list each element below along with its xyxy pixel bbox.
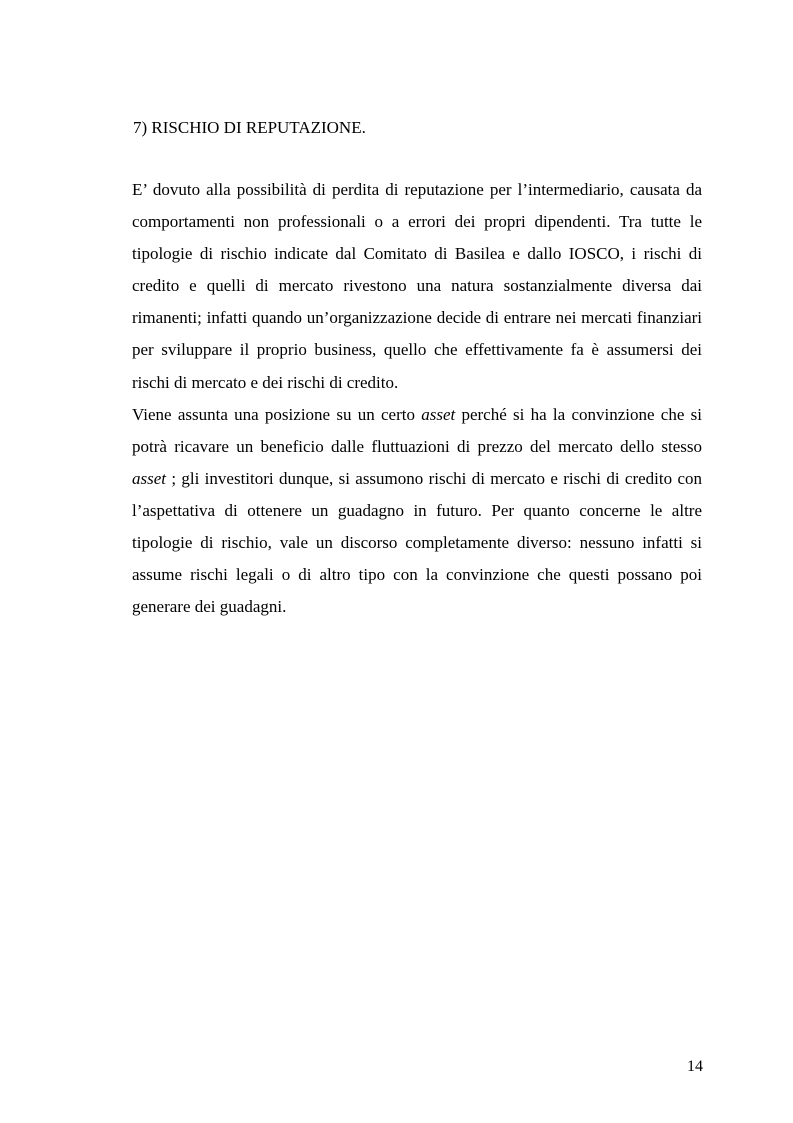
paragraph-2-part-1: Viene assunta una posizione su un certo <box>132 404 422 424</box>
asset-term-1: asset <box>421 404 456 424</box>
paragraph-2-part-3: ; gli investitori dunque, si assumono rischi di mercato e rischi di credito con l’aspettativa di ottenere un guadagno in futuro. Per quanto concerne le altre tipologie di rischio, vale un discorso completamente diverso: nessuno infatti si assume rischi legali o di altro tipo con la convinzione che questi possano poi generare dei guadagni. <box>132 468 702 617</box>
page-number: 14 <box>687 1058 703 1075</box>
paragraph-2-part-2: perché si ha la convinzione che si potrà ricavare un beneficio dalle fluttuazioni di prezzo del mercato dello stesso <box>132 404 702 456</box>
paragraph-2 <box>132 399 702 624</box>
section-heading: 7) RISCHIO DI REPUTAZIONE. <box>133 118 366 137</box>
paragraph-1: E’ dovuto alla possibilità di perdita di reputazione per l’intermediario, causata da comportamenti non professionali o a errori dei propri dipendenti. Tra tutte le tipologie di rischio indicate dal Comitato di Basilea e dallo IOSCO, i rischi di credito e quelli di mercato rivestono una natura sostanzialmente diversa dai rimanenti; infatti quando un’organizzazione decide di entrare nei mercati finanziari per sviluppare il proprio business, quello che effettivamente fa è assumersi dei rischi di mercato e dei rischi di credito. <box>132 180 702 392</box>
asset-term-2: asset <box>132 468 166 488</box>
body-text <box>132 174 702 623</box>
